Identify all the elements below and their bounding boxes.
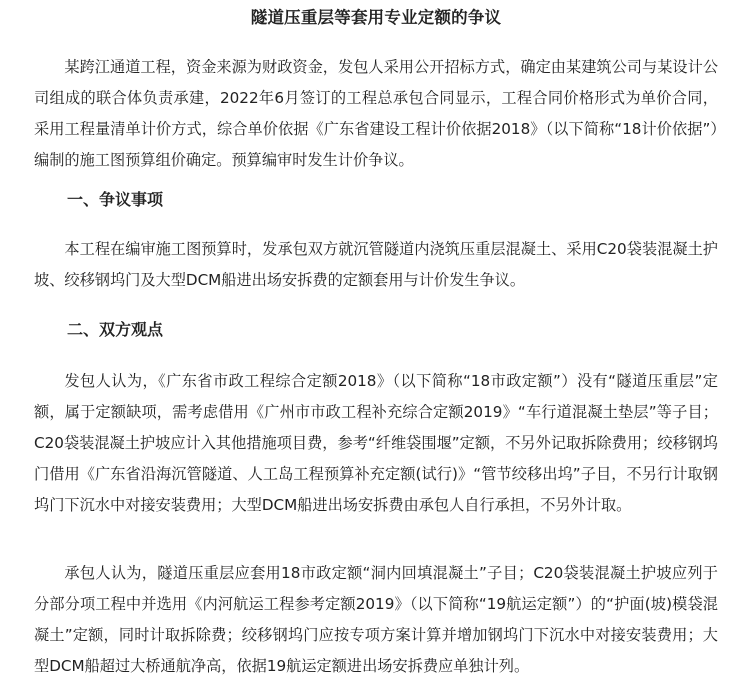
intro-paragraph: 某跨江通道工程，资金来源为财政资金，发包人采用公开招标方式，确定由某建筑公司与某设计公司组成的联合体负责承建，2022年6月签订的工程总承包合同显示，工程合同价格形式为单价合同，采用工程量清单计价方式，综合单价依据《广东省建设工程计价依据2018》（以下简称“18计价依据”）编制的施工图预算组价确定。预算编审时发生计价争议。 — [34, 58, 718, 169]
employer-view-paragraph: 发包人认为，《广东省市政工程综合定额2018》（以下简称“18市政定额”）没有“隧道压重层”定额，属于定额缺项，需考虑借用《广州市市政工程补充综合定额2019》“车行道混凝土垫层”等子目；C20袋装混凝土护坡应计入其他措施项目费，参考“纤维袋围堰”定额，不另外记取拆除费用；绞移钢坞门借用《广东省沿海沉管隧道、人工岛工程预算补充定额(试行)》“管节绞移出坞”子目，不另行计取钢坞门下沉水中对接安装费用；大型DCM船进出场安拆费由承包人自行承担，不另外计取。 — [34, 372, 718, 514]
section-heading-views: 二、双方观点 — [67, 320, 164, 339]
article-title: 隧道压重层等套用专业定额的争议 — [250, 8, 502, 27]
section-heading-dispute: 一、争议事项 — [67, 190, 164, 209]
contractor-view-paragraph: 承包人认为，隧道压重层应套用18市政定额“洞内回填混凝土”子目；C20袋装混凝土护坡应列于分部分项工程中并选用《内河航运工程参考定额2019》（以下简称“19航运定额”）的“护面(坡)模袋混凝土”定额，同时计取拆除费；绞移钢坞门应按专项方案计算并增加钢坞门下沉水中对接安装费用；大型DCM船超过大桥通航净高，依据19航运定额进出场安拆费应单独计列。 — [34, 564, 718, 675]
dispute-paragraph: 本工程在编审施工图预算时，发承包双方就沉管隧道内浇筑压重层混凝土、采用C20袋装混凝土护坡、绞移钢坞门及大型DCM船进出场安拆费的定额套用与计价发生争议。 — [34, 240, 718, 289]
